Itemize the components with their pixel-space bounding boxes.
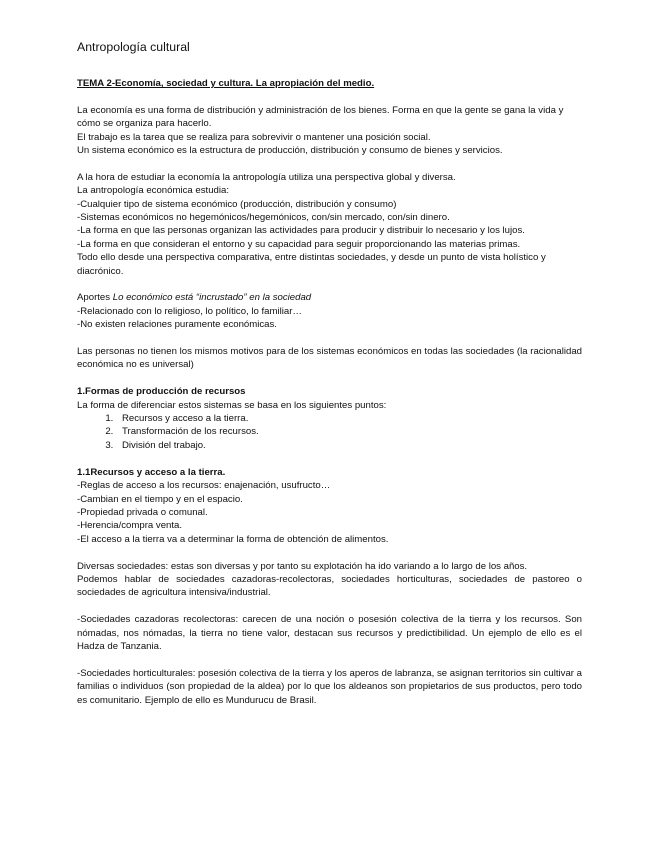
- intro-paragraph-2: El trabajo es la tarea que se realiza para sobrevivir o mantener una posición social.: [77, 131, 431, 143]
- section-1-1-item-1: -Reglas de acceso a los recursos: enajenación, usufructo…: [77, 480, 331, 492]
- section-1-1-heading: 1.1Recursos y acceso a la tierra.: [77, 466, 226, 478]
- study-line-7: Todo ello desde una perspectiva comparativa, entre distintas sociedades, y desde un punto de vista holístico y diacrónico.: [77, 252, 546, 277]
- study-line-4: -Sistemas económicos no hegemónicos/hegemónicos, con/sin mercado, con/sin dinero.: [77, 212, 450, 224]
- section-1-lead: La forma de diferenciar estos sistemas se basa en los siguientes puntos:: [77, 399, 387, 411]
- document-body: [77, 77, 582, 707]
- list-item: 3. División del trabajo.: [116, 439, 582, 452]
- intro-paragraph-3: Un sistema económico es la estructura de producción, distribución y consumo de bienes y servicios.: [77, 145, 503, 157]
- horticulturales-paragraph: -Sociedades horticulturales: posesión colectiva de la tierra y los aperos de labranza, se asignan territorios sin cultivar a familias o individuos (son propiedad de la aldea) por lo que los aldeanos son propietarios de sus productos, pero todo es comunitario. Ejemplo de ello es Mundurucu de Brasil.: [77, 667, 582, 706]
- page-header: Antropología cultural: [77, 40, 190, 54]
- tema-title: TEMA 2-Economía, sociedad y cultura. La apropiación del medio.: [77, 78, 375, 89]
- study-line-6: -La forma en que consideran el entorno y su capacidad para seguir proporcionando las materias primas.: [77, 238, 521, 250]
- section-1-1-item-3: -Propiedad privada o comunal.: [77, 506, 208, 518]
- diversas-line-2: Podemos hablar de sociedades cazadoras-recolectoras, sociedades horticulturas, sociedades de pastoreo o sociedades de agricultura intensiva/industrial.: [77, 573, 582, 599]
- section-1-heading: 1.Formas de producción de recursos: [77, 386, 246, 398]
- aportes-item-1: -Relacionado con lo religioso, lo político, lo familiar…: [77, 305, 303, 317]
- list-item: 1. Recursos y acceso a la tierra.: [116, 412, 582, 425]
- section-1-1-item-2: -Cambian en el tiempo y en el espacio.: [77, 493, 243, 505]
- aportes-prefix: Aportes: [77, 292, 113, 304]
- study-line-5: -La forma en que las personas organizan las actividades para producir y distribuir lo necesario y los lujos.: [77, 225, 525, 237]
- section-1-1-item-5: -El acceso a la tierra va a determinar la forma de obtención de alimentos.: [77, 533, 389, 545]
- list-item: 2. Transformación de los recursos.: [116, 425, 582, 438]
- aportes-italic: Lo económico está “incrustado” en la sociedad: [112, 292, 312, 304]
- intro-paragraph-1: La economía es una forma de distribución y administración de los bienes. Forma en que la gente se gana la vida y cómo se organiza para hacerlo.: [77, 104, 564, 130]
- section-1-list: [77, 412, 582, 452]
- motives-paragraph: Las personas no tienen los mismos motivos para de los sistemas económicos en todas las sociedades (la racionalidad económica no es universal): [77, 346, 582, 371]
- study-line-3: -Cualquier tipo de sistema económico (producción, distribución y consumo): [77, 198, 397, 210]
- aportes-item-2: -No existen relaciones puramente económicas.: [77, 319, 277, 331]
- section-1-1-item-4: -Herencia/compra venta.: [77, 520, 183, 532]
- diversas-line-1: Diversas sociedades: estas son diversas y por tanto su explotación ha ido variando a lo largo de los años.: [77, 560, 528, 572]
- study-line-1: A la hora de estudiar la economía la antropología utiliza una perspectiva global y diversa.: [77, 171, 456, 183]
- aportes-line: [77, 291, 582, 304]
- study-line-2: La antropología económica estudia:: [77, 185, 230, 197]
- cazadoras-paragraph: -Sociedades cazadoras recolectoras: carecen de una noción o posesión colectiva de la tierra y los recursos. Son nómadas, nos nómadas, la tierra no tiene valor, destacan sus recursos y predictibilidad. Un ejemplo de ello es el Hadza de Tanzania.: [77, 614, 582, 652]
